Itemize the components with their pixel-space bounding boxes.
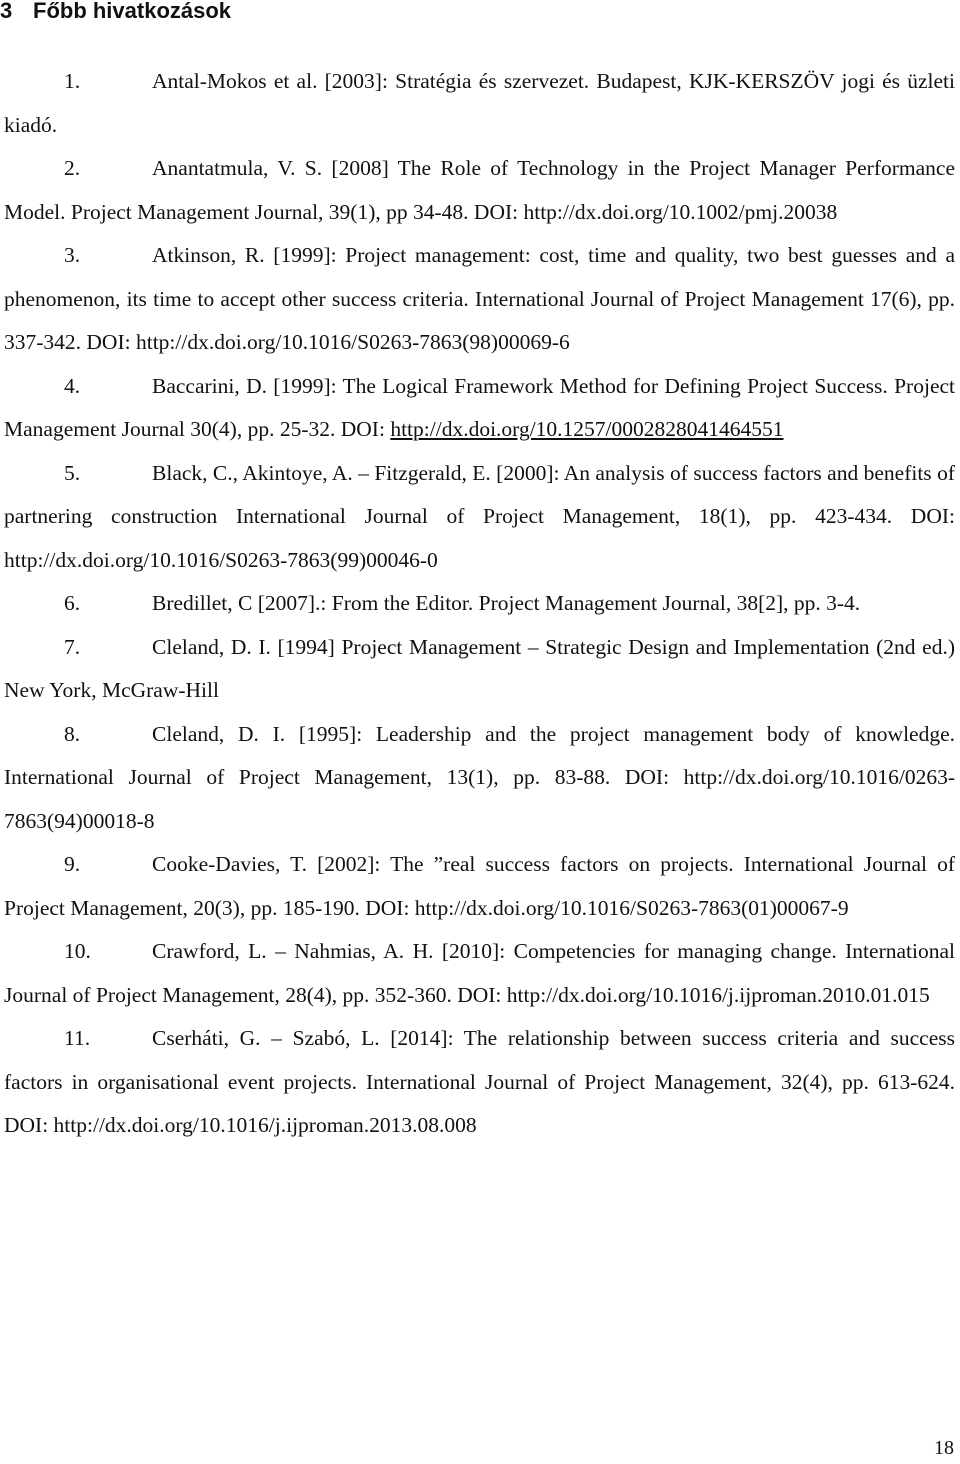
reference-text: Atkinson, R. [1999]: Project management: cost, time and quality, two best guesses and a phenomenon, its time to accept other success criteria. International Journal of Project Management 17(6), pp. 337-342. DOI: http://dx.doi.org/10.1016/S0263-7863(98)00069-6 [4, 243, 955, 354]
reference-text: Cleland, D. I. [1995]: Leadership and the project management body of knowledge. International Journal of Project Management, 13(1), pp. 83-88. DOI: http://dx.doi.org/10.1016/0263-7863(94)00018-8 [4, 721, 955, 833]
reference-number: 5. [64, 460, 81, 485]
reference-item [4, 930, 955, 1017]
reference-text: Bredillet, C [2007].: From the Editor. Project Management Journal, 38[2], pp. 3-4. [152, 591, 861, 615]
reference-number: 3. [64, 243, 81, 267]
reference-number: 9. [64, 852, 81, 876]
reference-number: 4. [64, 373, 81, 398]
reference-text: Cserháti, G. – Szabó, L. [2014]: The relationship between success criteria and success factors in organisational event projects. International Journal of Project Management, 32(4), pp. 613-624. DOI: http://dx.doi.org/10.1016/j.ijproman.2013.08.008 [4, 1026, 955, 1137]
reference-item [4, 626, 955, 713]
reference-item [4, 1017, 955, 1148]
reference-item [4, 365, 955, 452]
section-title: Főbb hivatkozások [33, 0, 232, 23]
section-heading [0, 0, 231, 28]
page-number: 18 [934, 1437, 954, 1459]
reference-item [4, 147, 955, 234]
reference-text: Baccarini, D. [1999]: The Logical Framework Method for Defining Project Success. Project Management Journal 30(4), pp. 25-32. DOI: [4, 373, 955, 441]
reference-text: Cleland, D. I. [1994] Project Management – Strategic Design and Implementation (2nd ed.) New York, McGraw-Hill [4, 634, 955, 702]
reference-text: Antal-Mokos et al. [2003]: Stratégia és szervezet. Budapest, KJK-KERSZÖV jogi és üzleti kiadó. [4, 69, 955, 137]
reference-item [4, 60, 955, 147]
reference-number: 8. [64, 721, 81, 746]
reference-number: 1. [64, 69, 81, 93]
reference-number: 11. [64, 1026, 91, 1050]
reference-item [4, 452, 955, 583]
reference-number: 2. [64, 156, 81, 180]
reference-doi-link[interactable]: http://dx.doi.org/10.1257/0002828041464551 [390, 417, 784, 441]
reference-item [4, 713, 955, 844]
reference-text: Black, C., Akintoye, A. – Fitzgerald, E. [2000]: An analysis of success factors and benefits of partnering construction International Journal of Project Management, 18(1), pp. 423-434. DOI: http://dx.doi.org/10.1016/S0263-7863(99)00046-0 [4, 460, 955, 572]
reference-number: 6. [64, 591, 81, 615]
reference-item [4, 843, 955, 930]
reference-item [4, 582, 955, 626]
reference-text: Anantatmula, V. S. [2008] The Role of Technology in the Project Manager Performance Model. Project Management Journal, 39(1), pp 34-48. DOI: http://dx.doi.org/10.1002/pmj.20038 [4, 156, 955, 224]
reference-number: 10. [64, 939, 91, 963]
reference-item [4, 234, 955, 365]
reference-text: Cooke-Davies, T. [2002]: The ”real success factors on projects. International Journal of Project Management, 20(3), pp. 185-190. DOI: http://dx.doi.org/10.1016/S0263-7863(01)00067-9 [4, 852, 955, 920]
reference-list [4, 60, 955, 1148]
reference-number: 7. [64, 634, 81, 659]
section-number: 3 [0, 0, 13, 23]
reference-text: Crawford, L. – Nahmias, A. H. [2010]: Competencies for managing change. International Journal of Project Management, 28(4), pp. 352-360. DOI: http://dx.doi.org/10.1016/j.ijproman.2010.01.015 [4, 939, 955, 1007]
